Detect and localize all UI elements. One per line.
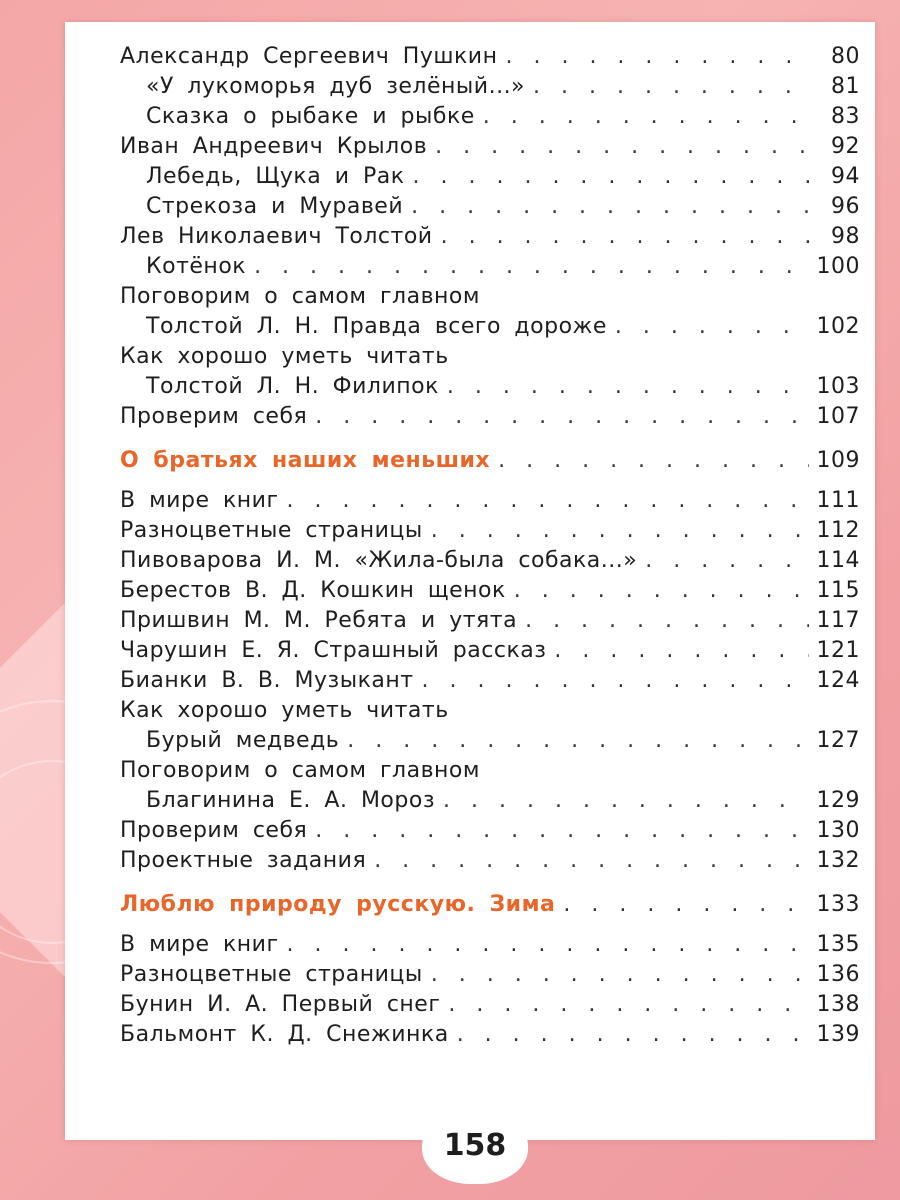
toc-entry-page: 138: [816, 992, 860, 1017]
toc-entry-page: 112: [816, 518, 860, 543]
dot-leader: [254, 252, 808, 282]
toc-entry: [120, 726, 860, 756]
toc-entry: [120, 576, 860, 606]
toc-entry-title: Проверим себя: [120, 818, 308, 843]
toc-entry-title: Иван Андреевич Крылов: [120, 134, 428, 159]
toc-entry: [120, 666, 860, 696]
dot-leader: [443, 786, 808, 816]
dot-leader: [315, 816, 808, 846]
toc-entry-title: Бунин И. А. Первый снег: [120, 992, 441, 1017]
toc-entry-title: «У лукоморья дуб зелёный...»: [146, 74, 526, 99]
toc-entry-title: Благинина Е. А. Мороз: [146, 788, 436, 813]
toc-entry-title: Разноцветные страницы: [120, 518, 423, 543]
toc-entry-page: 135: [816, 932, 860, 957]
dot-leader: [435, 132, 814, 162]
toc-entry: [120, 42, 860, 72]
toc-entry: [120, 516, 860, 546]
toc-entry-page: 115: [816, 578, 860, 603]
toc-entry-page: 129: [816, 788, 860, 813]
toc-entry-title: О братьях наших меньших: [120, 448, 491, 473]
toc-entry: [120, 252, 860, 282]
toc-entry-page: 139: [816, 1022, 860, 1047]
dot-leader: [374, 846, 808, 876]
dot-leader: [483, 102, 814, 132]
toc-entry: [120, 282, 860, 312]
dot-leader: [525, 606, 808, 636]
toc-entry-title: Лев Николаевич Толстой: [120, 224, 433, 249]
toc-entry: [120, 312, 860, 342]
toc-entry-title: Бурый медведь: [146, 728, 340, 753]
toc-entry-title: Бианки В. В. Музыкант: [120, 668, 414, 693]
dot-leader: [457, 1020, 809, 1050]
toc-entry-page: 136: [816, 962, 860, 987]
toc-entry-page: 94: [831, 164, 860, 189]
dot-leader: [615, 312, 809, 342]
toc-entry-page: 121: [816, 638, 860, 663]
toc-entry: [120, 960, 860, 990]
dot-leader: [287, 930, 809, 960]
dot-leader: [422, 666, 809, 696]
toc-entry: [120, 696, 860, 726]
toc-entry-page: 130: [816, 818, 860, 843]
toc-entry-page: 133: [816, 892, 860, 917]
toc-entry-title: Котёнок: [146, 254, 247, 279]
toc-entry: [120, 222, 860, 252]
dot-leader: [441, 222, 814, 252]
dot-leader: [411, 192, 814, 222]
dot-leader: [413, 162, 814, 192]
toc-entry-title: Берестов В. Д. Кошкин щенок: [120, 578, 506, 603]
toc-entry-title: Толстой Л. Н. Правда всего дороже: [146, 314, 607, 339]
toc-entry-title: Как хорошо уметь читать: [120, 698, 449, 723]
toc-entry-title: Поговорим о самом главном: [120, 284, 480, 309]
toc-entry: [120, 816, 860, 846]
dot-leader: [533, 72, 814, 102]
section-heading: [120, 446, 860, 476]
toc-entry-title: Чарушин Е. Я. Страшный рассказ: [120, 638, 547, 663]
toc-entry-title: Лебедь, Щука и Рак: [146, 164, 405, 189]
toc-entry-page: 127: [816, 728, 860, 753]
toc-entry: [120, 636, 860, 666]
toc-entry-title: Бальмонт К. Д. Снежинка: [120, 1022, 449, 1047]
toc-entry-page: 96: [831, 194, 860, 219]
toc-entry-title: Поговорим о самом главном: [120, 758, 480, 783]
dot-leader: [431, 960, 809, 990]
dot-leader: [645, 546, 808, 576]
toc-entry-page: 117: [816, 608, 860, 633]
toc-entry-page: 102: [816, 314, 860, 339]
dot-leader: [431, 516, 809, 546]
toc-entry: [120, 192, 860, 222]
toc-entry-page: 80: [831, 44, 860, 69]
toc-entry-page: 83: [831, 104, 860, 129]
toc-entry-title: В мире книг: [120, 488, 279, 513]
toc-entry: [120, 486, 860, 516]
toc-entry-page: 109: [816, 448, 860, 473]
toc-entry: [120, 1020, 860, 1050]
toc-entry-page: 92: [831, 134, 860, 159]
toc-entry: [120, 546, 860, 576]
toc-entry-title: Александр Сергеевич Пушкин: [120, 44, 498, 69]
toc-entry-title: Проектные задания: [120, 848, 367, 873]
toc-entry-title: Стрекоза и Муравей: [146, 194, 404, 219]
dot-leader: [315, 402, 808, 432]
toc-entry-page: 124: [816, 668, 860, 693]
toc-entry-title: Сказка о рыбаке и рыбке: [146, 104, 475, 129]
toc-entry-title: Пришвин М. М. Ребята и утята: [120, 608, 518, 633]
dot-leader: [505, 42, 814, 72]
toc-entry-page: 132: [816, 848, 860, 873]
toc-entry-page: 107: [816, 404, 860, 429]
toc-entry-title: Толстой Л. Н. Филипок: [146, 374, 439, 399]
dot-leader: [448, 990, 808, 1020]
toc-entry-title: Разноцветные страницы: [120, 962, 423, 987]
toc-entry-page: 81: [831, 74, 860, 99]
dot-leader: [287, 486, 809, 516]
toc-entry-title: Проверим себя: [120, 404, 308, 429]
dot-leader: [554, 636, 808, 666]
toc-entry: [120, 402, 860, 432]
toc-entry: [120, 846, 860, 876]
toc-entry-page: 111: [816, 488, 860, 513]
toc-entry: [120, 132, 860, 162]
book-page: [65, 22, 875, 1140]
toc-entry-page: 98: [831, 224, 860, 249]
toc-entry-page: 114: [816, 548, 860, 573]
dot-leader: [514, 576, 809, 606]
toc-entry: [120, 606, 860, 636]
toc-entry-title: Пивоварова И. М. «Жила-была собака...»: [120, 548, 638, 573]
dot-leader: [563, 890, 808, 920]
dot-leader: [347, 726, 808, 756]
toc-entry-title: Люблю природу русскую. Зима: [120, 892, 556, 917]
toc-entry-title: В мире книг: [120, 932, 279, 957]
toc-entry-page: 103: [816, 374, 860, 399]
page-number: 158: [422, 1108, 528, 1184]
toc-entry: [120, 786, 860, 816]
toc-entry-page: 100: [816, 254, 860, 279]
toc-entry: [120, 756, 860, 786]
toc-entry: [120, 342, 860, 372]
toc-entry-title: Как хорошо уметь читать: [120, 344, 449, 369]
toc-entry: [120, 990, 860, 1020]
table-of-contents: [120, 42, 860, 1050]
toc-entry: [120, 102, 860, 132]
section-heading: [120, 890, 860, 920]
toc-entry: [120, 162, 860, 192]
dot-leader: [498, 446, 808, 476]
toc-entry: [120, 72, 860, 102]
dot-leader: [447, 372, 809, 402]
toc-entry: [120, 372, 860, 402]
toc-entry: [120, 930, 860, 960]
